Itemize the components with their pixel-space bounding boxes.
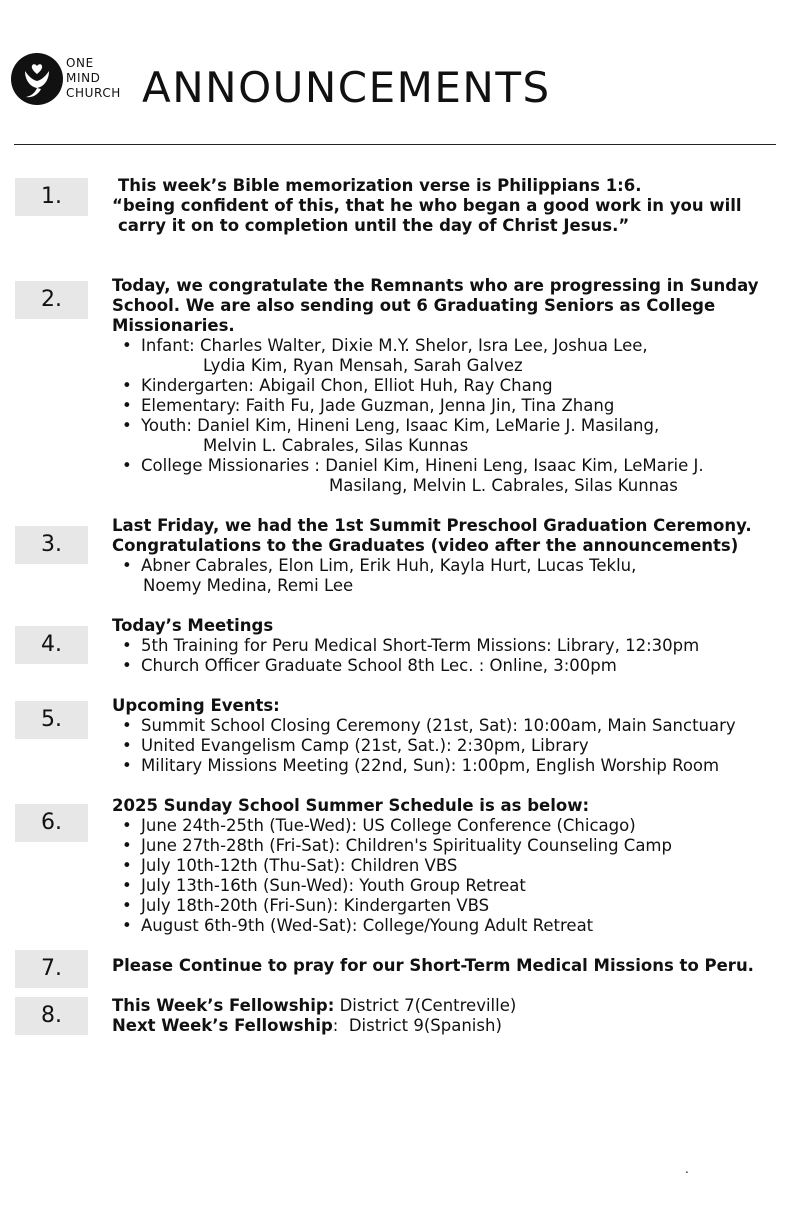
list-item [112,656,699,676]
list-item-text: Abner Cabrales, Elon Lim, Erik Huh, Kayla Hurt, Lucas Teklu, [141,556,637,575]
list-item [112,416,758,456]
list-item-text: Military Missions Meeting (22nd, Sun): 1:00pm, English Worship Room [141,756,720,775]
item-1-text [112,176,742,236]
list-item-text: June 24th-25th (Tue-Wed): US College Conference (Chicago) [141,816,636,835]
list-item-continuation: Noemy Medina, Remi Lee [143,576,354,595]
logo-wordmark [66,56,121,101]
item-6-text [112,796,672,936]
item-7-text [112,956,754,976]
list-item-text: United Evangelism Camp (21st, Sat.): 2:30pm, Library [141,736,589,755]
item-6-heading-line: 2025 Sunday School Summer Schedule is as below: [112,796,590,815]
item-4-text [112,616,699,676]
list-item [112,756,736,776]
header-divider [14,144,776,145]
list-item-text: August 6th-9th (Wed-Sat): College/Young Adult Retreat [141,916,594,935]
list-item [112,336,758,376]
logo-line-church: CHURCH [66,86,121,100]
item-1-heading-line: This week’s Bible memorization verse is Philippians 1:6. [118,176,642,195]
list-item [112,456,758,496]
list-item-text: College Missionaries : Daniel Kim, Hineni Leng, Isaac Kim, LeMarie J. [141,456,704,475]
list-item [112,556,752,596]
list-item-text: Kindergarten: Abigail Chon, Elliot Huh, Ray Chang [141,376,553,395]
fellowship-value: : District 9(Spanish) [332,1016,502,1035]
list-item-text: June 27th-28th (Fri-Sat): Children's Spirituality Counseling Camp [141,836,672,855]
item-number-3: 3. [15,526,88,564]
list-item-text: Elementary: Faith Fu, Jade Guzman, Jenna Jin, Tina Zhang [141,396,615,415]
item-6-bullet-list [112,816,672,936]
item-3-text [112,516,752,596]
item-4-heading-line: Today’s Meetings [112,616,274,635]
item-5-heading-line: Upcoming Events: [112,696,280,715]
list-item [112,916,672,936]
fellowship-value: District 7(Centreville) [339,996,517,1015]
this-week-fellowship [112,996,516,1016]
item-1-heading-line: carry it on to completion until the day of Christ Jesus.” [118,216,630,235]
list-item-text: July 13th-16th (Sun-Wed): Youth Group Retreat [141,876,526,895]
footer-mark: . [685,1162,689,1176]
item-5-text [112,696,736,776]
list-item [112,896,672,916]
list-item [112,816,672,836]
list-item [112,376,758,396]
list-item-text: July 18th-20th (Fri-Sun): Kindergarten VBS [141,896,490,915]
item-2-heading-line: School. We are also sending out 6 Graduating Seniors as College [112,296,716,315]
item-number-6: 6. [15,804,88,842]
logo-line-one: ONE [66,56,94,70]
page-title: ANNOUNCEMENTS [142,63,551,112]
list-item [112,396,758,416]
list-item-continuation: Masilang, Melvin L. Cabrales, Silas Kunnas [329,476,678,495]
list-item [112,856,672,876]
list-item [112,716,736,736]
logo-line-mind: MIND [66,71,101,85]
fellowship-label: Next Week’s Fellowship [112,1016,333,1035]
item-3-bullet-list [112,556,752,596]
item-number-5: 5. [15,701,88,739]
item-number-8: 8. [15,997,88,1035]
item-8-text [112,996,516,1036]
item-2-heading-line: Today, we congratulate the Remnants who are progressing in Sunday [112,276,759,295]
list-item-text: July 10th-12th (Thu-Sat): Children VBS [141,856,458,875]
list-item [112,876,672,896]
list-item-continuation: Melvin L. Cabrales, Silas Kunnas [203,436,469,455]
list-item [112,836,672,856]
item-2-heading-line: Missionaries. [112,316,235,335]
item-4-bullet-list [112,636,699,676]
list-item-continuation: Lydia Kim, Ryan Mensah, Sarah Galvez [203,356,523,375]
item-3-heading-line: Congratulations to the Graduates (video after the announcements) [112,536,739,555]
fellowship-label: This Week’s Fellowship: [112,996,335,1015]
item-2-bullet-list [112,336,758,496]
list-item-text: Church Officer Graduate School 8th Lec. : Online, 3:00pm [141,656,617,675]
item-7-heading-line: Please Continue to pray for our Short-Term Medical Missions to Peru. [112,956,754,975]
one-mind-church-logo-icon [11,53,63,105]
item-5-bullet-list [112,716,736,776]
item-number-2: 2. [15,281,88,319]
next-week-fellowship [112,1016,516,1036]
list-item-text: 5th Training for Peru Medical Short-Term Missions: Library, 12:30pm [141,636,700,655]
list-item-text: Youth: Daniel Kim, Hineni Leng, Isaac Kim, LeMarie J. Masilang, [141,416,660,435]
list-item [112,736,736,756]
item-2-text [112,276,758,496]
item-number-4: 4. [15,626,88,664]
item-number-1: 1. [15,178,88,216]
item-1-heading-line: “being confident of this, that he who began a good work in you will [112,196,742,215]
list-item-text: Summit School Closing Ceremony (21st, Sat): 10:00am, Main Sanctuary [141,716,736,735]
item-number-7: 7. [15,950,88,988]
list-item [112,636,699,656]
list-item-text: Infant: Charles Walter, Dixie M.Y. Shelor, Isra Lee, Joshua Lee, [141,336,648,355]
item-3-heading-line: Last Friday, we had the 1st Summit Preschool Graduation Ceremony. [112,516,752,535]
